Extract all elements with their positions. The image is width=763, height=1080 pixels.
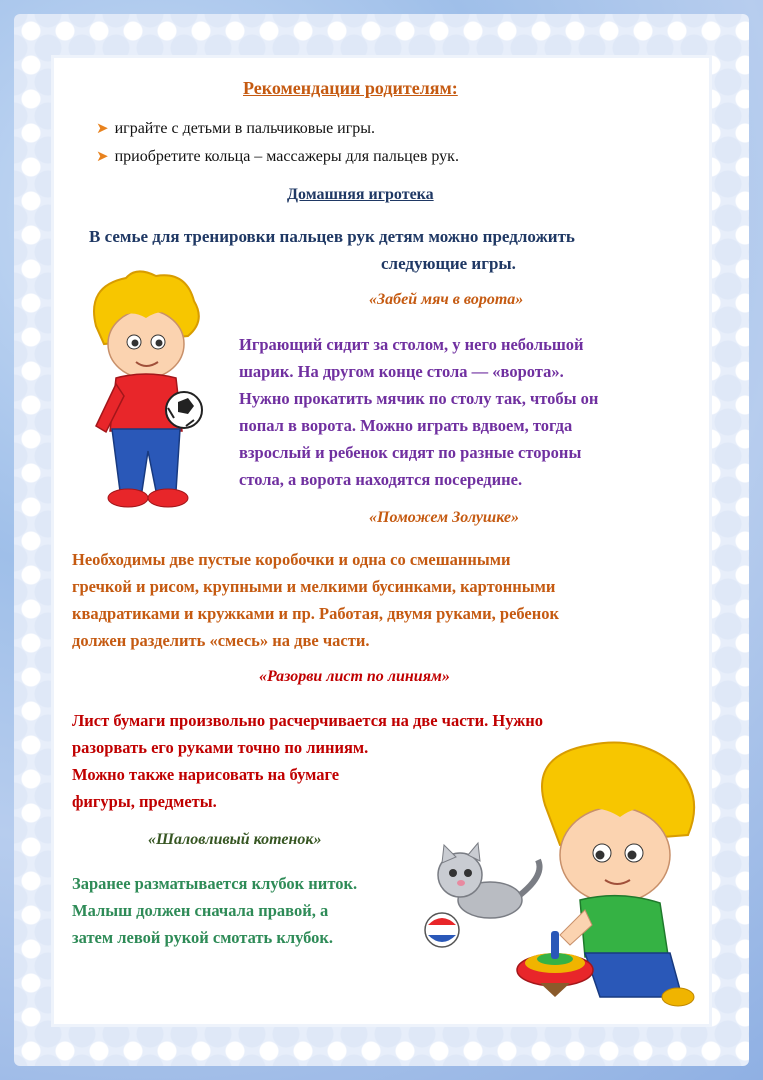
arrow-bullet-icon: ➤ bbox=[96, 149, 109, 165]
game-description: Заранее разматывается клубок ниток. Малыш должен сначала правой, а затем левой рукой смотать клубок. bbox=[72, 874, 358, 947]
game-title: «Забей мяч в ворота» bbox=[369, 291, 524, 308]
arrow-bullet-icon: ➤ bbox=[96, 121, 109, 137]
intro-line: В семье для тренировки пальцев рук детям можно предложить bbox=[89, 227, 575, 246]
game-description: Играющий сидит за столом, у него небольшой шарик. На другом конце стола — «ворота». Нужно прокатить мячик по столу так, чтобы он попал в ворота. Можно играть вдвоем, тогда взрослый и ребенок сидят по разные стороны стола, а ворота находятся посередине. bbox=[239, 335, 599, 489]
game-title: «Поможем Золушке» bbox=[369, 509, 519, 526]
boy-with-kitten-and-top-illustration bbox=[420, 735, 705, 1015]
boy-with-ball-illustration bbox=[76, 266, 216, 516]
recommendations-title: Рекомендации родителям: bbox=[243, 78, 458, 98]
game-title: «Разорви лист по линиям» bbox=[259, 668, 450, 685]
game-description: Лист бумаги произвольно расчерчивается на две части. Нужно разорвать его руками точно по линиям. Можно также нарисовать на бумаге фигуры, предметы. bbox=[72, 711, 543, 811]
home-games-title: Домашняя игротека bbox=[287, 186, 434, 203]
recommendation-item: ➤ приобретите кольца – массажеры для пальцев рук. bbox=[96, 148, 459, 165]
game-description: Необходимы две пустые коробочки и одна со смешанными гречкой и рисом, крупными и мелкими бусинками, картонными квадратиками и кружками и пр. Работая, двумя руками, ребенок должен разделить «смесь» на две части. bbox=[72, 550, 560, 650]
game-title: «Шаловливый котенок» bbox=[148, 831, 322, 848]
intro-line: следующие игры. bbox=[381, 254, 516, 273]
recommendation-item: ➤ играйте с детьми в пальчиковые игры. bbox=[96, 120, 376, 137]
